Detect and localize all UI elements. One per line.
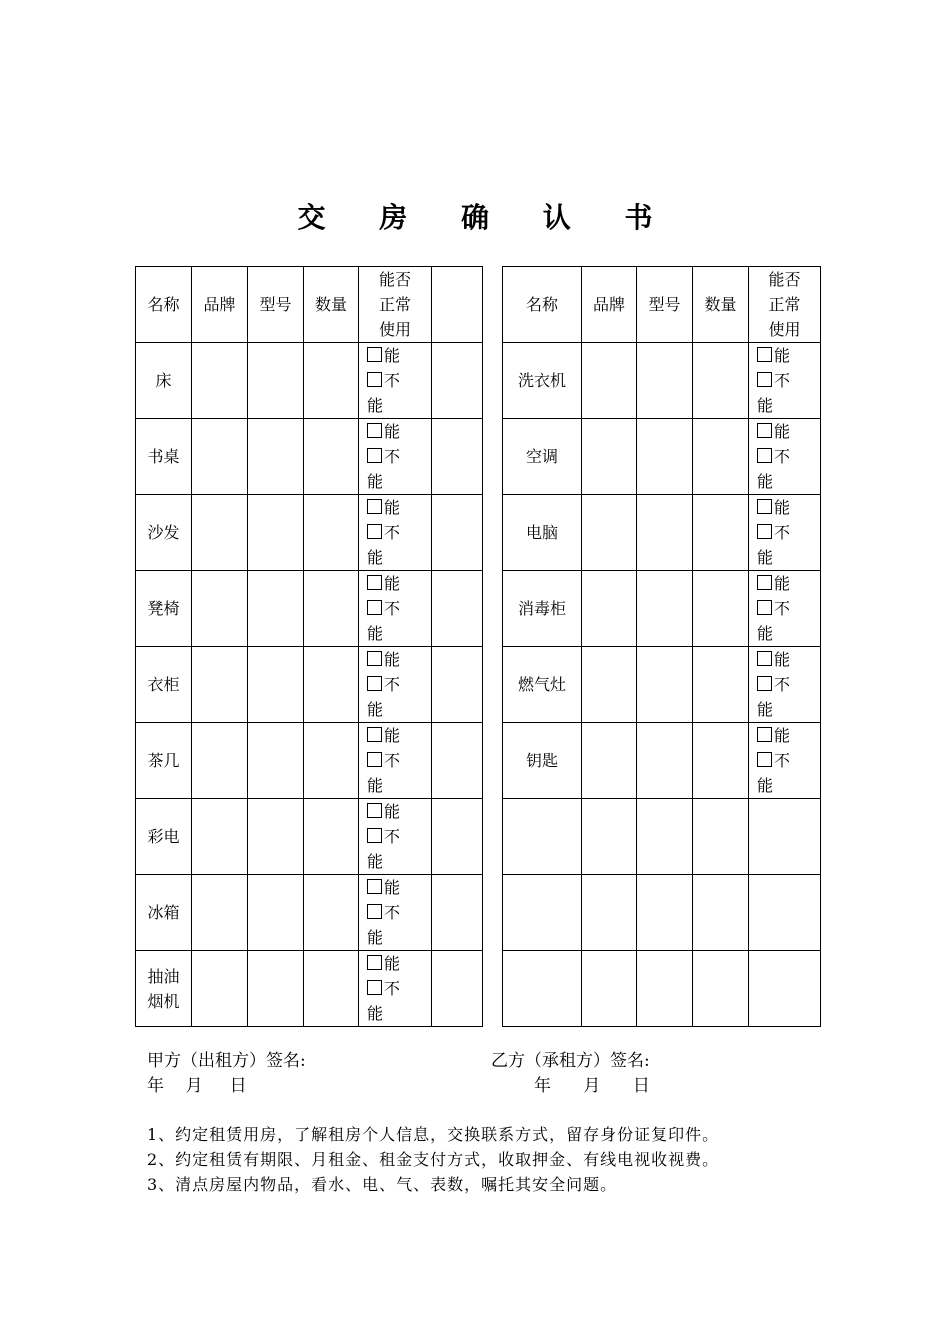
item-name-left: 床 — [136, 343, 192, 419]
item-name-left: 冰箱 — [136, 875, 192, 951]
usable-checkbox-cell-left — [359, 723, 432, 799]
table-row — [136, 647, 821, 723]
item-brand-left — [192, 419, 248, 495]
item-brand-right — [582, 875, 637, 951]
checkbox-label-no: 不能 — [757, 599, 791, 643]
note-item: 2、约定租赁有期限、月租金、租金支付方式，收取押金、有线电视收视费。 — [147, 1150, 720, 1169]
item-model-left — [248, 571, 304, 647]
item-qty-right — [693, 495, 749, 571]
table-gap — [483, 723, 503, 799]
item-qty-right — [693, 723, 749, 799]
checkbox-label-yes: 能 — [384, 726, 401, 745]
header-model-right: 型号 — [637, 267, 693, 343]
checkbox-icon[interactable] — [367, 575, 382, 590]
item-qty-right — [693, 571, 749, 647]
item-qty-left — [304, 495, 359, 571]
usable-checkbox-cell-left — [359, 419, 432, 495]
checkbox-icon[interactable] — [757, 600, 772, 615]
checkbox-label-no: 不能 — [367, 751, 401, 795]
item-name-left: 凳椅 — [136, 571, 192, 647]
checkbox-icon[interactable] — [367, 448, 382, 463]
header-name-right: 名称 — [503, 267, 582, 343]
table-row — [136, 419, 821, 495]
item-name-right: 电脑 — [503, 495, 582, 571]
header-usable-right: 能否正常使用 — [749, 267, 821, 343]
checkbox-label-yes: 能 — [384, 574, 401, 593]
table-row — [136, 343, 821, 419]
notes-list — [147, 1122, 719, 1197]
checkbox-label-yes: 能 — [774, 726, 791, 745]
party-a-signature-label: 甲方（出租方）签名: — [147, 1051, 306, 1071]
item-model-left — [248, 799, 304, 875]
item-model-right — [637, 875, 693, 951]
usable-checkbox-cell-right — [749, 343, 821, 419]
checkbox-label-no: 不能 — [367, 523, 401, 567]
usable-checkbox-cell-right — [749, 495, 821, 571]
table-row — [136, 723, 821, 799]
checkbox-label-no: 不能 — [757, 523, 791, 567]
handover-table — [135, 266, 821, 1027]
item-model-right — [637, 647, 693, 723]
item-brand-right — [582, 343, 637, 419]
item-brand-right — [582, 799, 637, 875]
checkbox-label-no: 不能 — [367, 827, 401, 871]
header-extra — [432, 267, 483, 343]
table-gap — [483, 267, 503, 343]
item-qty-right — [693, 951, 749, 1027]
checkbox-icon[interactable] — [367, 499, 382, 514]
item-qty-right — [693, 419, 749, 495]
usable-checkbox-cell-right — [749, 647, 821, 723]
header-qty-right: 数量 — [693, 267, 749, 343]
table-gap — [483, 419, 503, 495]
checkbox-label-yes: 能 — [384, 954, 401, 973]
checkbox-label-yes: 能 — [774, 422, 791, 441]
item-model-left — [248, 419, 304, 495]
checkbox-icon[interactable] — [757, 372, 772, 387]
item-model-left — [248, 875, 304, 951]
checkbox-label-no: 不能 — [367, 599, 401, 643]
checkbox-icon[interactable] — [367, 752, 382, 767]
item-brand-left — [192, 799, 248, 875]
checkbox-icon[interactable] — [367, 904, 382, 919]
checkbox-icon[interactable] — [367, 651, 382, 666]
header-brand-right: 品牌 — [582, 267, 637, 343]
item-brand-left — [192, 875, 248, 951]
item-brand-right — [582, 571, 637, 647]
item-brand-left — [192, 571, 248, 647]
item-brand-right — [582, 419, 637, 495]
checkbox-icon[interactable] — [757, 752, 772, 767]
item-brand-right — [582, 951, 637, 1027]
checkbox-label-no: 不能 — [367, 371, 401, 415]
checkbox-label-no: 不能 — [367, 447, 401, 491]
checkbox-icon[interactable] — [367, 955, 382, 970]
table-gap — [483, 951, 503, 1027]
checkbox-label-yes: 能 — [384, 878, 401, 897]
item-model-left — [248, 951, 304, 1027]
checkbox-icon[interactable] — [757, 676, 772, 691]
item-name-left: 彩电 — [136, 799, 192, 875]
item-brand-left — [192, 723, 248, 799]
item-qty-left — [304, 571, 359, 647]
item-name-left: 茶几 — [136, 723, 192, 799]
item-extra-left — [432, 799, 483, 875]
checkbox-label-yes: 能 — [774, 650, 791, 669]
item-name-right: 钥匙 — [503, 723, 582, 799]
header-model: 型号 — [248, 267, 304, 343]
checkbox-label-yes: 能 — [774, 346, 791, 365]
note-item: 3、清点房屋内物品，看水、电、气、表数，嘱托其安全问题。 — [147, 1175, 618, 1194]
checkbox-icon[interactable] — [757, 448, 772, 463]
checkbox-label-no: 不能 — [367, 675, 401, 719]
item-qty-left — [304, 343, 359, 419]
item-usable-right — [749, 799, 821, 875]
checkbox-label-no: 不能 — [757, 447, 791, 491]
checkbox-icon[interactable] — [367, 803, 382, 818]
usable-checkbox-cell-right — [749, 571, 821, 647]
item-qty-left — [304, 951, 359, 1027]
checkbox-label-no: 不能 — [757, 371, 791, 415]
checkbox-label-yes: 能 — [384, 498, 401, 517]
table-gap — [483, 343, 503, 419]
table-row — [136, 571, 821, 647]
party-b-signature-label: 乙方（承租方）签名: — [491, 1051, 650, 1071]
usable-checkbox-cell-left — [359, 571, 432, 647]
checkbox-label-no: 不能 — [367, 903, 401, 947]
item-qty-left — [304, 799, 359, 875]
usable-checkbox-cell-left — [359, 343, 432, 419]
usable-checkbox-cell-left — [359, 495, 432, 571]
item-usable-right — [749, 875, 821, 951]
checkbox-icon[interactable] — [367, 879, 382, 894]
item-extra-left — [432, 723, 483, 799]
item-extra-left — [432, 495, 483, 571]
table-row — [136, 951, 821, 1027]
item-model-right — [637, 723, 693, 799]
item-extra-left — [432, 343, 483, 419]
item-name-right — [503, 875, 582, 951]
item-name-right: 洗衣机 — [503, 343, 582, 419]
item-name-right — [503, 799, 582, 875]
checkbox-icon[interactable] — [367, 524, 382, 539]
item-qty-right — [693, 875, 749, 951]
table-gap — [483, 495, 503, 571]
usable-checkbox-cell-left — [359, 875, 432, 951]
page-title: 交 房 确 认 书 — [297, 201, 675, 234]
item-qty-right — [693, 343, 749, 419]
table-gap — [483, 799, 503, 875]
header-qty: 数量 — [304, 267, 359, 343]
checkbox-icon[interactable] — [367, 372, 382, 387]
checkbox-label-yes: 能 — [384, 346, 401, 365]
checkbox-label-no: 不能 — [367, 979, 401, 1023]
item-model-left — [248, 647, 304, 723]
item-model-right — [637, 571, 693, 647]
checkbox-icon[interactable] — [757, 499, 772, 514]
item-extra-left — [432, 647, 483, 723]
table-row — [136, 875, 821, 951]
usable-checkbox-cell-right — [749, 419, 821, 495]
item-model-right — [637, 343, 693, 419]
checkbox-icon[interactable] — [367, 423, 382, 438]
item-qty-left — [304, 647, 359, 723]
item-brand-right — [582, 495, 637, 571]
checkbox-label-yes: 能 — [384, 802, 401, 821]
item-brand-left — [192, 495, 248, 571]
table-row — [136, 799, 821, 875]
item-name-right: 消毒柜 — [503, 571, 582, 647]
item-name-right: 空调 — [503, 419, 582, 495]
item-name-left: 抽油烟机 — [136, 951, 192, 1027]
checkbox-icon[interactable] — [367, 828, 382, 843]
checkbox-icon[interactable] — [367, 980, 382, 995]
item-brand-left — [192, 343, 248, 419]
header-row — [136, 267, 821, 343]
item-model-right — [637, 951, 693, 1027]
party-a-date: 年 月 日 — [147, 1076, 247, 1096]
item-model-right — [637, 495, 693, 571]
item-usable-right — [749, 951, 821, 1027]
table-gap — [483, 875, 503, 951]
checkbox-icon[interactable] — [757, 524, 772, 539]
checkbox-icon[interactable] — [757, 651, 772, 666]
item-extra-left — [432, 951, 483, 1027]
checkbox-icon[interactable] — [367, 347, 382, 362]
usable-checkbox-cell-left — [359, 799, 432, 875]
item-brand-right — [582, 647, 637, 723]
item-qty-left — [304, 419, 359, 495]
checkbox-icon[interactable] — [367, 727, 382, 742]
checkbox-icon[interactable] — [757, 423, 772, 438]
usable-checkbox-cell-right — [749, 723, 821, 799]
usable-checkbox-cell-left — [359, 647, 432, 723]
item-qty-right — [693, 799, 749, 875]
item-model-left — [248, 495, 304, 571]
checkbox-icon[interactable] — [367, 600, 382, 615]
checkbox-icon[interactable] — [757, 347, 772, 362]
header-name: 名称 — [136, 267, 192, 343]
item-brand-left — [192, 647, 248, 723]
checkbox-label-no: 不能 — [757, 675, 791, 719]
item-name-left: 书桌 — [136, 419, 192, 495]
checkbox-label-yes: 能 — [384, 650, 401, 669]
party-b-date: 年 月 日 — [534, 1076, 650, 1096]
table-gap — [483, 647, 503, 723]
checkbox-label-yes: 能 — [384, 422, 401, 441]
item-model-left — [248, 343, 304, 419]
checkbox-icon[interactable] — [757, 575, 772, 590]
item-extra-left — [432, 419, 483, 495]
item-extra-left — [432, 571, 483, 647]
item-model-right — [637, 799, 693, 875]
item-qty-left — [304, 723, 359, 799]
checkbox-label-yes: 能 — [774, 574, 791, 593]
item-name-right: 燃气灶 — [503, 647, 582, 723]
item-model-left — [248, 723, 304, 799]
table-gap — [483, 571, 503, 647]
header-brand: 品牌 — [192, 267, 248, 343]
item-qty-right — [693, 647, 749, 723]
header-usable: 能否正常使用 — [359, 267, 432, 343]
checkbox-icon[interactable] — [367, 676, 382, 691]
usable-checkbox-cell-left — [359, 951, 432, 1027]
table-row — [136, 495, 821, 571]
item-name-left: 衣柜 — [136, 647, 192, 723]
note-item: 1、约定租赁用房，了解租房个人信息，交换联系方式，留存身份证复印件。 — [147, 1125, 720, 1144]
item-name-right — [503, 951, 582, 1027]
item-qty-left — [304, 875, 359, 951]
checkbox-icon[interactable] — [757, 727, 772, 742]
checkbox-label-yes: 能 — [774, 498, 791, 517]
item-brand-left — [192, 951, 248, 1027]
item-extra-left — [432, 875, 483, 951]
item-name-left: 沙发 — [136, 495, 192, 571]
item-model-right — [637, 419, 693, 495]
item-brand-right — [582, 723, 637, 799]
checkbox-label-no: 不能 — [757, 751, 791, 795]
